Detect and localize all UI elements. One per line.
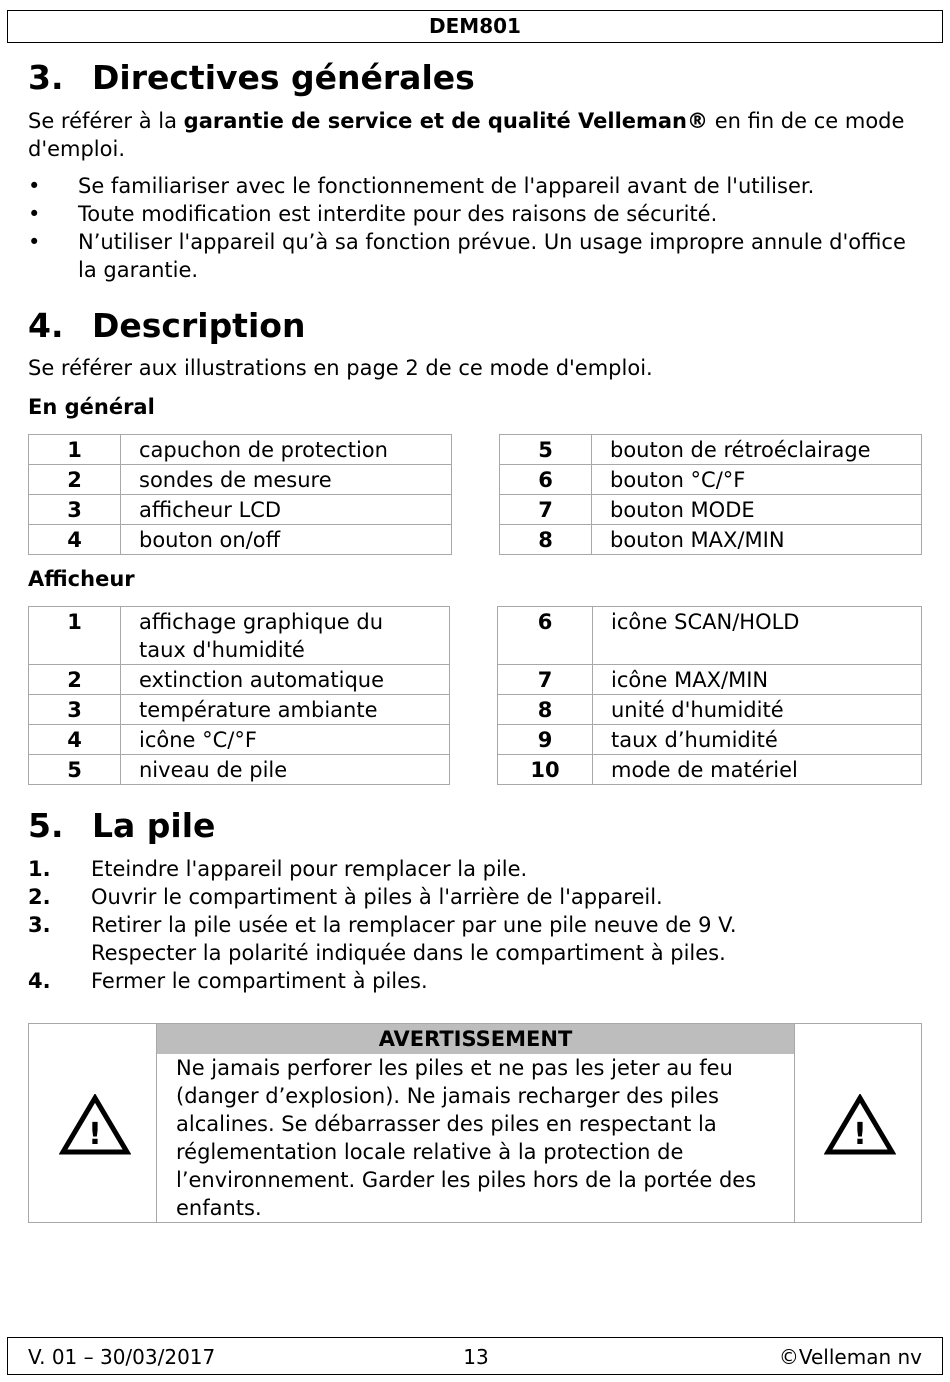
list-item: 1. Eteindre l'appareil pour remplacer la pile. [28, 857, 528, 881]
table-row: 3 afficheur LCD [29, 495, 452, 525]
table-row: 2 sondes de mesure [29, 465, 452, 495]
document-model: DEM801 [429, 14, 521, 38]
table-row: 3 température ambiante [29, 695, 450, 725]
table-row: 9 taux d’humidité [498, 725, 922, 755]
general-table-right [499, 434, 922, 555]
section-3-bullets [28, 172, 928, 284]
table-row: 8 bouton MAX/MIN [500, 525, 922, 555]
table-row: 2 extinction automatique [29, 665, 450, 695]
table-row: 1 capuchon de protection [29, 435, 452, 465]
warning-title: AVERTISSEMENT [157, 1024, 794, 1054]
svg-text:!: ! [853, 1117, 867, 1152]
warning-triangle-icon [59, 1094, 131, 1163]
display-table-right [497, 606, 922, 785]
table-row: 4 bouton on/off [29, 525, 452, 555]
table-row: 7 bouton MODE [500, 495, 922, 525]
section-5-steps [28, 855, 928, 995]
warning-text: Ne jamais perforer les piles et ne pas les jeter au feu (danger d’explosion). Ne jamais recharger des piles alcalines. Se débarrasser des piles en respectant la réglementation locale relative à la protection de l’environnement. Garder les piles hors de la portée des enfants. [176, 1056, 757, 1220]
warning-content [156, 1024, 795, 1222]
table-row: 7 icône MAX/MIN [498, 665, 922, 695]
table-row: 8 unité d'humidité [498, 695, 922, 725]
list-item: 2. Ouvrir le compartiment à piles à l'arrière de l'appareil. [28, 885, 663, 909]
table-row: 4 icône °C/°F [29, 725, 450, 755]
section-3-heading: 3. Directives générales [28, 58, 475, 97]
general-subheading: En général [28, 395, 155, 419]
table-row: 1 affichage graphique du taux d'humidité [29, 607, 450, 665]
warning-box [28, 1023, 922, 1223]
section-4-heading: 4. Description [28, 306, 306, 345]
list-item: 4. Fermer le compartiment à piles. [28, 969, 428, 993]
version-date: V. 01 – 30/03/2017 [28, 1345, 216, 1369]
list-item: 3. Retirer la pile usée et la remplacer par une pile neuve de 9 V. Respecter la polarité indiquée dans le compartiment à piles. [28, 913, 737, 965]
section-4-intro: Se référer aux illustrations en page 2 de ce mode d'emploi. [28, 356, 653, 380]
copyright: ©Velleman nv [778, 1345, 922, 1369]
list-item: • Toute modification est interdite pour des raisons de sécurité. [28, 202, 718, 226]
warning-triangle-icon [824, 1094, 896, 1163]
table-row: 10 mode de matériel [498, 755, 922, 785]
list-item: • N’utiliser l'appareil qu’à sa fonction prévue. Un usage impropre annule d'office la garantie. [28, 230, 906, 282]
table-row: 5 bouton de rétroéclairage [500, 435, 922, 465]
general-table-left [28, 434, 452, 555]
table-row: 5 niveau de pile [29, 755, 450, 785]
table-row: 6 icône SCAN/HOLD [498, 607, 922, 665]
section-3-intro: Se référer à la garantie de service et de qualité Velleman® en fin de ce mode d'emploi. [28, 109, 905, 161]
list-item: • Se familiariser avec le fonctionnement de l'appareil avant de l'utiliser. [28, 174, 815, 198]
display-subheading: Afficheur [28, 567, 135, 591]
page-number: 13 [463, 1345, 489, 1369]
section-5-heading: 5. La pile [28, 806, 216, 845]
svg-text:!: ! [88, 1117, 102, 1152]
table-row: 6 bouton °C/°F [500, 465, 922, 495]
page-footer [7, 1337, 943, 1375]
page-header [7, 10, 943, 43]
display-table-left [28, 606, 450, 785]
